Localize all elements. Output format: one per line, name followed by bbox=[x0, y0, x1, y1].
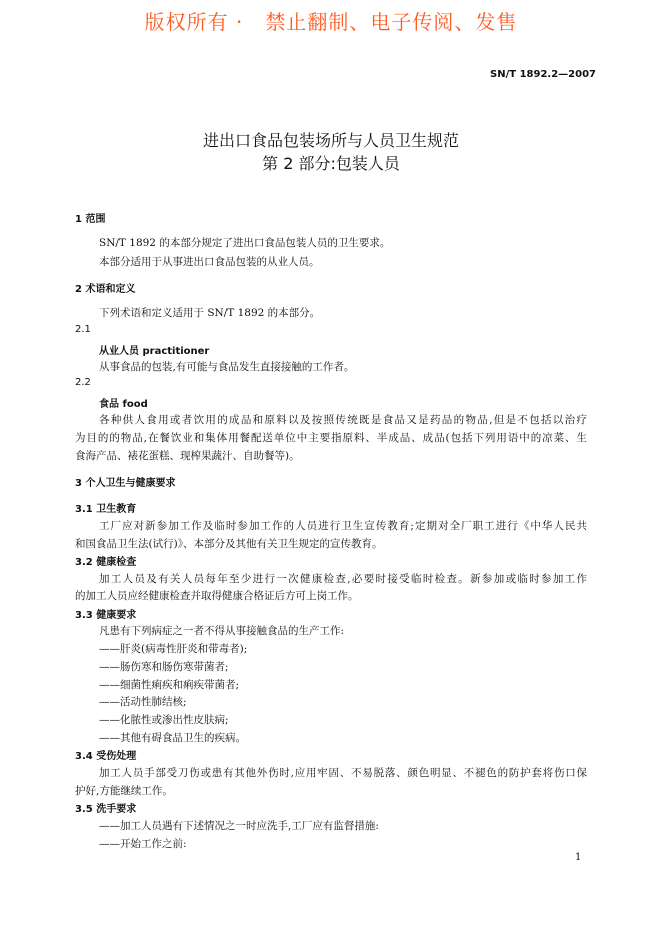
clause-number: 2.2 bbox=[75, 377, 91, 388]
section-1-heading: 1 范围 bbox=[75, 214, 106, 225]
list-item: ——肝炎(病毒性肝炎和带毒者); bbox=[99, 643, 248, 655]
paragraph: 加工人员及有关人员每年至少进行一次健康检查,必要时接受临时检查。新参加或临时参加工作 bbox=[99, 573, 587, 585]
paragraph: 工厂应对新参加工作及临时参加工作的人员进行卫生宣传教育;定期对全厂职工进行《中华人民共 bbox=[99, 520, 587, 532]
paragraph: 和国食品卫生法(试行)》、本部分及其他有关卫生规定的宣传教育。 bbox=[75, 538, 383, 550]
subsection-heading: 3.4 受伤处理 bbox=[75, 751, 137, 762]
paragraph: 的加工人员应经健康检查并取得健康合格证后方可上岗工作。 bbox=[75, 590, 359, 602]
list-item: ——其他有碍食品卫生的疾病。 bbox=[99, 732, 246, 744]
section-3-heading: 3 个人卫生与健康要求 bbox=[75, 478, 176, 489]
term-definition: 食海产品、裱花蛋糕、现榨果蔬汁、自助餐等)。 bbox=[75, 450, 300, 462]
list-item: ——化脓性或渗出性皮肤病; bbox=[99, 714, 229, 726]
document-subtitle: 第 2 部分:包装人员 bbox=[262, 154, 400, 173]
list-item: ——肠伤寒和肠伤寒带菌者; bbox=[99, 661, 229, 673]
section-1-paragraph: SN/T 1892 的本部分规定了进出口食品包装人员的卫生要求。 bbox=[99, 237, 391, 249]
watermark: 版权所有 · 禁止翻制、电子传阅、发售 bbox=[144, 10, 518, 34]
term-food: 食品 food bbox=[99, 399, 148, 410]
subsection-heading: 3.3 健康要求 bbox=[75, 610, 137, 621]
section-2-paragraph: 下列术语和定义适用于 SN/T 1892 的本部分。 bbox=[99, 307, 321, 319]
term-definition: 从事食品的包装,有可能与食品发生直接接触的工作者。 bbox=[99, 361, 355, 373]
list-item: ——活动性肺结核; bbox=[99, 696, 187, 708]
term-practitioner: 从业人员 practitioner bbox=[99, 346, 210, 357]
section-1-paragraph: 本部分适用于从事进出口食品包装的从业人员。 bbox=[99, 256, 320, 268]
standard-code: SN/T 1892.2—2007 bbox=[490, 69, 596, 80]
subsection-heading: 3.5 洗手要求 bbox=[75, 804, 137, 815]
subsection-heading: 3.1 卫生教育 bbox=[75, 504, 137, 515]
paragraph: 加工人员手部受刀伤或患有其他外伤时,应用牢固、不易脱落、颜色明显、不褪色的防护套将伤口保 bbox=[99, 767, 587, 779]
page-number: 1 bbox=[575, 852, 582, 863]
clause-number: 2.1 bbox=[75, 324, 91, 335]
section-2-heading: 2 术语和定义 bbox=[75, 284, 136, 295]
paragraph: 护好,方能继续工作。 bbox=[75, 785, 173, 797]
list-item: ——开始工作之前: bbox=[99, 838, 187, 850]
paragraph: 凡患有下列病症之一者不得从事接触食品的生产工作: bbox=[99, 625, 345, 637]
term-definition: 各种供人食用或者饮用的成品和原料以及按照传统既是食品又是药品的物品,但是不包括以治疗 bbox=[99, 414, 587, 426]
term-definition: 为目的的物品,在餐饮业和集体用餐配送单位中主要指原料、半成品、成品(包括下列用语中的凉菜、生 bbox=[75, 432, 587, 444]
list-item: ——加工人员遇有下述情况之一时应洗手,工厂应有监督措施: bbox=[99, 820, 379, 832]
list-item: ——细菌性痢疾和痢疾带菌者; bbox=[99, 679, 240, 691]
subsection-heading: 3.2 健康检查 bbox=[75, 557, 137, 568]
document-title: 进出口食品包装场所与人员卫生规范 bbox=[202, 131, 459, 150]
